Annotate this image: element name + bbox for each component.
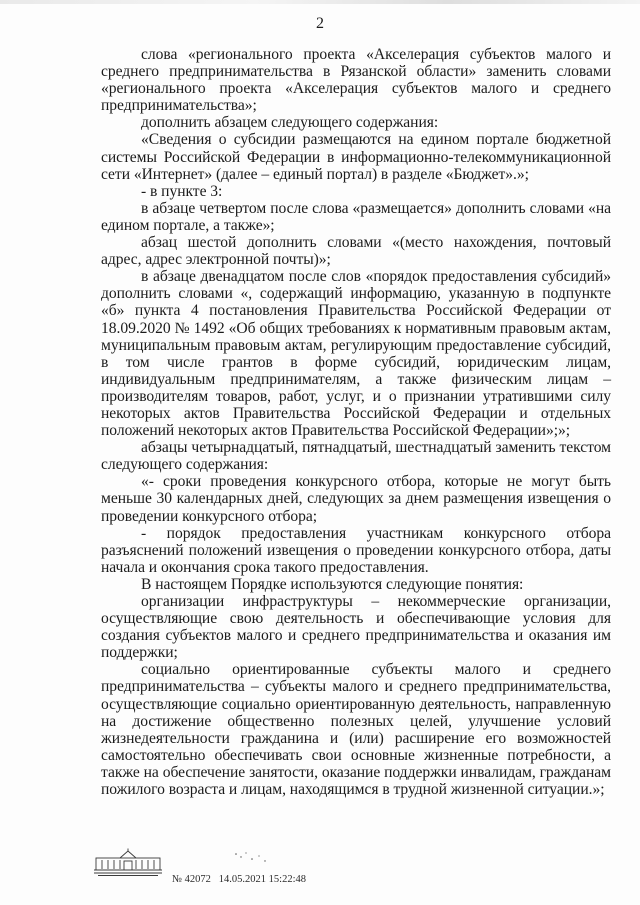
- paragraph-13: социально ориентированные субъекты малого и среднего предпринимательства – субъекты малого и среднего предпринимательства, осуществляющие социально ориентированную деятельность, направленную на достижение общественно полезных целей, улучшение условий жизнедеятельности гражданина и (или) расширение его возможностей самостоятельно обеспечивать свои основные жизненные потребности, а также на обеспечение занятости, оказание поддержки инвалидам, гражданам пожилого возраста и лицам, находящимся в трудной жизненной ситуации.»;: [101, 661, 611, 799]
- paragraph-2: дополнить абзацем следующего содержания:: [141, 114, 439, 132]
- scan-specks: [232, 851, 272, 867]
- document-number: № 42072: [172, 874, 211, 885]
- document-stamp: [172, 874, 306, 886]
- paragraph-7: в абзаце двенадцатом после слов «порядок предоставления субсидий» дополнить словами «, содержащий информацию, указанную в подпункте «б» пункта 4 постановления Правительства Российской Федерации от 18.09.2020 № 1492 «Об общих требованиях к нормативным правовым актам, муниципальным правовым актам, регулирующим предоставление субсидий, в том числе грантов в форме субсидий, юридическим лицам, индивидуальным предпринимателям, а также физическим лицам – производителям товаров, работ, услуг, и о признании утратившими силу некоторых актов Правительства Российской Федерации и отдельных положений некоторых актов Правительства Российской Федерации»;»;: [101, 268, 611, 440]
- paragraph-1: слова «регионального проекта «Акселерация субъектов малого и среднего предпринимательства в Рязанской области» заменить словами «регионального проекта «Акселерация субъектов малого и среднего предпринимательства»;: [101, 46, 611, 115]
- paragraph-5: в абзаце четвертом после слова «размещается» дополнить словами «на едином портале, а также»;: [101, 199, 611, 234]
- document-footer: [92, 848, 352, 898]
- document-body: [101, 46, 611, 798]
- page-number: 2: [316, 15, 324, 32]
- building-logo-icon: [92, 848, 164, 878]
- paragraph-4: - в пункте 3:: [141, 182, 223, 200]
- paragraph-3: «Сведения о субсидии размещаются на едином портале бюджетной системы Российской Федерации в информационно-телекоммуникационной сети «Интернет» (далее – единый портал) в разделе «Бюджет».»;: [101, 131, 611, 183]
- scan-edge: [0, 0, 640, 4]
- paragraph-12: организации инфраструктуры – некоммерческие организации, осуществляющие свою деятельность и обеспечивающие условия для создания субъектов малого и среднего предпринимательства и оказания им поддержки;: [101, 593, 611, 662]
- paragraph-11: В настоящем Порядке используются следующие понятия:: [141, 575, 524, 593]
- document-timestamp: 14.05.2021 15:22:48: [218, 874, 306, 885]
- paragraph-8: абзацы четырнадцатый, пятнадцатый, шестнадцатый заменить текстом следующего содержания:: [101, 439, 611, 474]
- paragraph-9: «- сроки проведения конкурсного отбора, которые не могут быть меньше 30 календарных дней, следующих за днем размещения извещения о проведении конкурсного отбора;: [101, 473, 611, 525]
- paragraph-6: абзац шестой дополнить словами «(место нахождения, почтовый адрес, адрес электронной почты)»;: [101, 234, 611, 269]
- paragraph-10: - порядок предоставления участникам конкурсного отбора разъяснений положений извещения о проведении конкурсного отбора, даты начала и окончания срока такого предоставления.: [101, 524, 611, 576]
